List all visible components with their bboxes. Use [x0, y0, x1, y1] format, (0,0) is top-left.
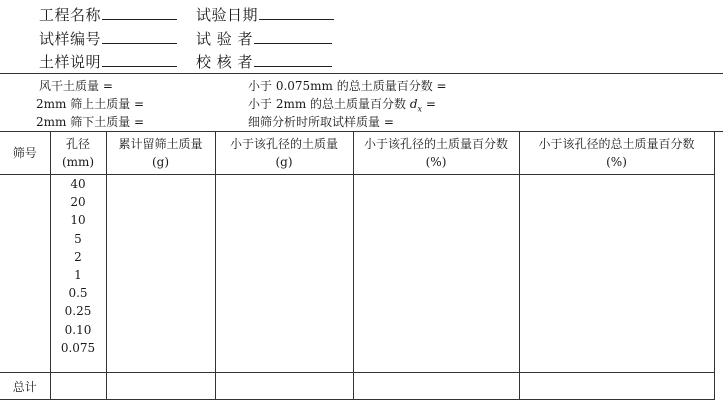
pct-below-0075-total: 小于 0.075mm 的总土质量百分数 = — [248, 79, 447, 93]
sample-no-field[interactable] — [39, 28, 177, 49]
aperture-value: 2 — [74, 249, 82, 264]
total-label: 总计 — [0, 373, 50, 400]
total-passing-mass-cell[interactable] — [215, 373, 353, 400]
retained-mass-cell[interactable] — [106, 175, 215, 373]
aperture-value: 20 — [70, 195, 86, 210]
aperture-value: 0.5 — [68, 286, 88, 301]
aperture-value: 0.25 — [64, 304, 92, 319]
checker-label: 校 核 者 — [196, 53, 254, 71]
tester-field[interactable] — [196, 28, 332, 49]
tester-blank[interactable] — [254, 28, 332, 44]
checker-blank[interactable] — [254, 51, 332, 67]
air-dry-mass: 风干土质量 = — [39, 79, 113, 93]
project-name-blank[interactable] — [102, 4, 177, 20]
soil-desc-blank[interactable] — [102, 51, 177, 67]
sample-no-label: 试样编号 — [39, 30, 102, 48]
col-sieve-no: 筛号 — [0, 132, 50, 175]
sieve-no-cell[interactable] — [0, 175, 50, 373]
table-header-row — [0, 132, 714, 175]
col-passing-pct: 小于该孔径的土质量百分数 (%) — [353, 132, 519, 175]
total-retained-cell[interactable] — [106, 373, 215, 400]
table-total-row — [0, 373, 714, 400]
col-passing-mass: 小于该孔径的土质量 (g) — [215, 132, 353, 175]
total-total-pct-cell[interactable] — [519, 373, 714, 400]
test-date-blank[interactable] — [259, 4, 334, 20]
aperture-value: 10 — [70, 213, 86, 228]
passing-pct-cell[interactable] — [353, 175, 519, 373]
pct-below-2mm-symbol: d — [409, 97, 418, 111]
pct-below-2mm-label: 小于 2mm 的总土质量百分数 — [248, 97, 407, 111]
total-passing-pct-cell[interactable] — [353, 373, 519, 400]
aperture-list — [50, 175, 106, 373]
project-name-label: 工程名称 — [39, 6, 102, 24]
below-2mm-mass: 2mm 筛下土质量 = — [36, 115, 145, 129]
pct-below-2mm-subscript: x — [417, 104, 423, 114]
sample-no-blank[interactable] — [102, 28, 177, 44]
aperture-value: 40 — [70, 177, 86, 191]
checker-field[interactable] — [196, 51, 332, 72]
header-divider — [0, 73, 723, 74]
test-date-field[interactable] — [196, 4, 334, 25]
col-total-pct: 小于该孔径的总土质量百分数 (%) — [519, 132, 714, 175]
aperture-value: 0.075 — [60, 340, 96, 355]
sieve-analysis-table — [0, 132, 715, 400]
total-aperture-cell[interactable] — [50, 373, 106, 400]
pct-below-2mm-total — [248, 95, 436, 113]
test-date-label: 试验日期 — [196, 6, 259, 24]
project-name-field[interactable] — [39, 4, 177, 25]
aperture-value: 1 — [74, 267, 82, 282]
col-aperture: 孔径 (mm) — [50, 132, 106, 175]
tester-label: 试 验 者 — [196, 30, 254, 48]
soil-desc-field[interactable] — [39, 51, 177, 72]
col-retained-mass: 累计留筛土质量 (g) — [106, 132, 215, 175]
fine-sieve-sample-mass: 细筛分析时所取试样质量 = — [248, 115, 394, 129]
aperture-value: 0.10 — [64, 322, 92, 337]
above-2mm-mass: 2mm 筛上土质量 = — [36, 97, 145, 111]
soil-desc-label: 土样说明 — [39, 53, 102, 71]
pct-below-2mm-equals: = — [425, 97, 436, 111]
table-body-row — [0, 175, 714, 373]
aperture-value: 5 — [74, 231, 82, 246]
passing-mass-cell[interactable] — [215, 175, 353, 373]
total-pct-cell[interactable] — [519, 175, 714, 373]
